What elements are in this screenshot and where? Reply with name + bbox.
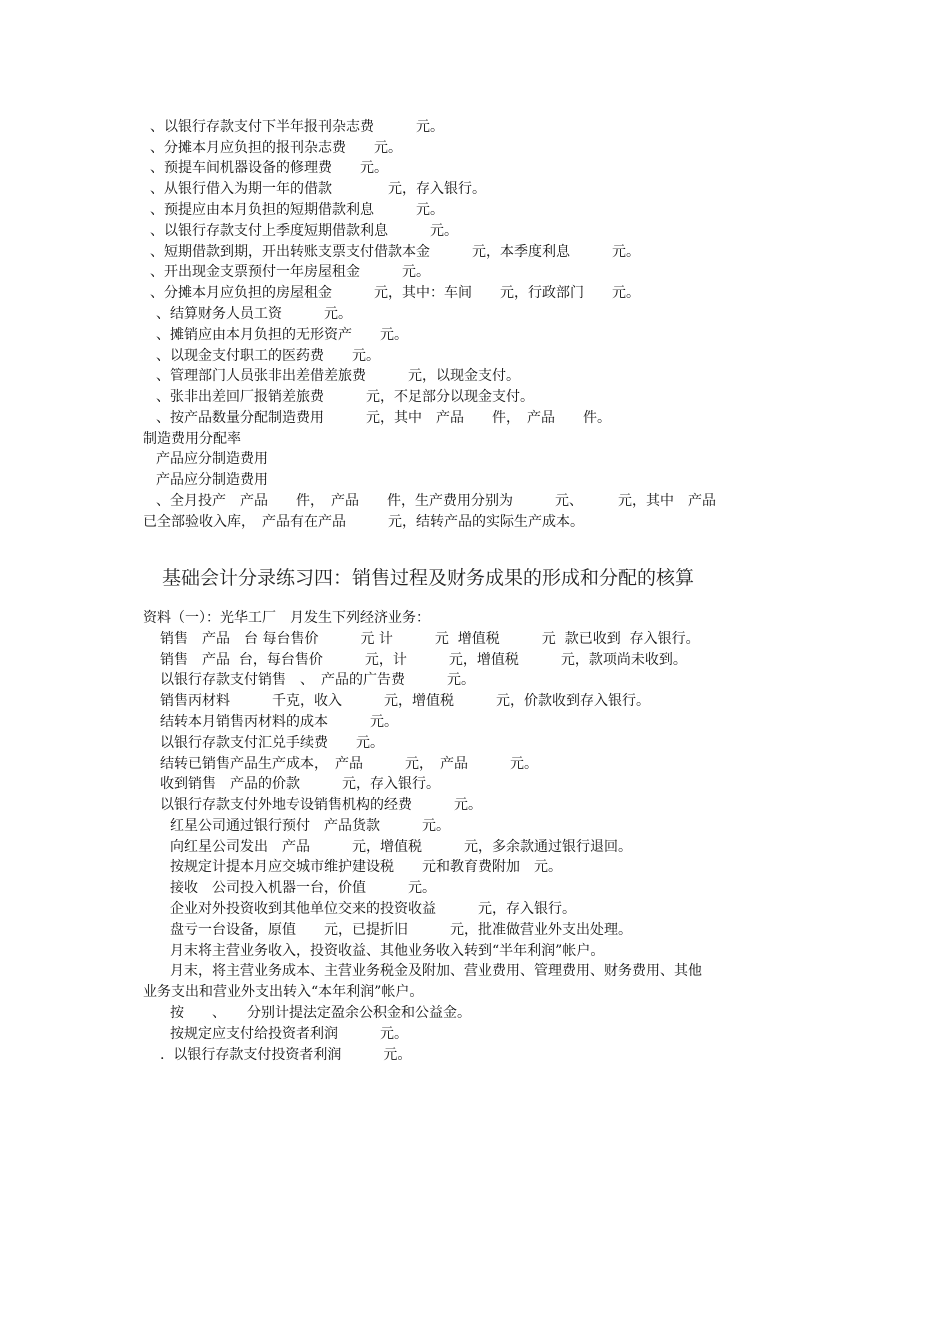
text-line: 结转已销售产品生产成本， 产品 元， 产品 元。 xyxy=(160,756,538,772)
text-line: 、分摊本月应负担的报刊杂志费 元。 xyxy=(150,140,402,156)
text-line: 产品应分制造费用 xyxy=(156,451,268,467)
text-line: 、分摊本月应负担的房屋租金 元，其中：车间 元，行政部门 元。 xyxy=(150,285,640,301)
text-line: 盘亏一台设备，原值 元，已提折旧 元，批准做营业外支出处理。 xyxy=(170,922,632,938)
text-line: 销售 产品 台 每台售价 元 计 元 增值税 元 款已收到 存入银行。 xyxy=(160,631,700,647)
text-line: 、开出现金支票预付一年房屋租金 元。 xyxy=(150,264,430,280)
text-line: 以银行存款支付外地专设销售机构的经费 元。 xyxy=(160,797,482,813)
text-line: 接收 公司投入机器一台，价值 元。 xyxy=(170,880,436,896)
text-line: 已全部验收入库， 产品有在产品 元，结转产品的实际生产成本。 xyxy=(143,514,584,530)
text-line: 、预提车间机器设备的修理费 元。 xyxy=(150,160,388,176)
text-line: 、从银行借入为期一年的借款 元，存入银行。 xyxy=(150,181,486,197)
text-line: 以银行存款支付销售 、 产品的广告费 元。 xyxy=(160,672,475,688)
text-line: 按规定应支付给投资者利润 元。 xyxy=(170,1026,408,1042)
text-line: 按 、 分别计提法定盈余公积金和公益金。 xyxy=(170,1005,471,1021)
text-line: 月末将主营业务收入，投资收益、其他业务收入转到“半年利润”帐户。 xyxy=(170,943,605,959)
text-line: 资料（一）：光华工厂 月发生下列经济业务： xyxy=(143,610,430,626)
text-line: 月末，将主营业务成本、主营业务税金及附加、营业费用、管理费用、财务费用、其他 xyxy=(170,963,702,979)
text-line: 、以银行存款支付下半年报刊杂志费 元。 xyxy=(150,119,444,135)
text-line: 业务支出和营业外支出转入“本年利润”帐户。 xyxy=(143,984,424,1000)
text-line: 、全月投产 产品 件， 产品 件，生产费用分别为 元、 元，其中 产品 xyxy=(156,493,716,509)
text-line: 、管理部门人员张非出差借差旅费 元，以现金支付。 xyxy=(156,368,520,384)
text-line: 制造费用分配率 xyxy=(143,431,241,447)
text-line: 产品应分制造费用 xyxy=(156,472,268,488)
section-heading: 基础会计分录练习四：销售过程及财务成果的形成和分配的核算 xyxy=(162,567,695,589)
text-line: 按规定计提本月应交城市维护建设税 元和教育费附加 元。 xyxy=(170,859,562,875)
text-line: 、以现金支付职工的医药费 元。 xyxy=(156,348,380,364)
text-line: 红星公司通过银行预付 产品货款 元。 xyxy=(170,818,450,834)
text-line: 、摊销应由本月负担的无形资产 元。 xyxy=(156,327,408,343)
text-line: 销售丙材料 千克，收入 元，增值税 元，价款收到存入银行。 xyxy=(160,693,650,709)
text-line: 、短期借款到期，开出转账支票支付借款本金 元，本季度利息 元。 xyxy=(150,244,640,260)
text-line: 结转本月销售丙材料的成本 元。 xyxy=(160,714,398,730)
text-line: 销售 产品 台，每台售价 元，计 元，增值税 元，款项尚未收到。 xyxy=(160,652,687,668)
text-line: 以银行存款支付汇兑手续费 元。 xyxy=(160,735,384,751)
text-line: 、张非出差回厂报销差旅费 元，不足部分以现金支付。 xyxy=(156,389,534,405)
text-line: 收到销售 产品的价款 元，存入银行。 xyxy=(160,776,440,792)
text-line: 、以银行存款支付上季度短期借款利息 元。 xyxy=(150,223,458,239)
text-line: 、结算财务人员工资 元。 xyxy=(156,306,352,322)
text-line: . 以银行存款支付投资者利润 元。 xyxy=(160,1047,412,1063)
text-line: 企业对外投资收到其他单位交来的投资收益 元，存入银行。 xyxy=(170,901,576,917)
text-line: 、按产品数量分配制造费用 元，其中 产品 件， 产品 件。 xyxy=(156,410,611,426)
text-line: 、预提应由本月负担的短期借款利息 元。 xyxy=(150,202,444,218)
text-line: 向红星公司发出 产品 元，增值税 元，多余款通过银行退回。 xyxy=(170,839,632,855)
